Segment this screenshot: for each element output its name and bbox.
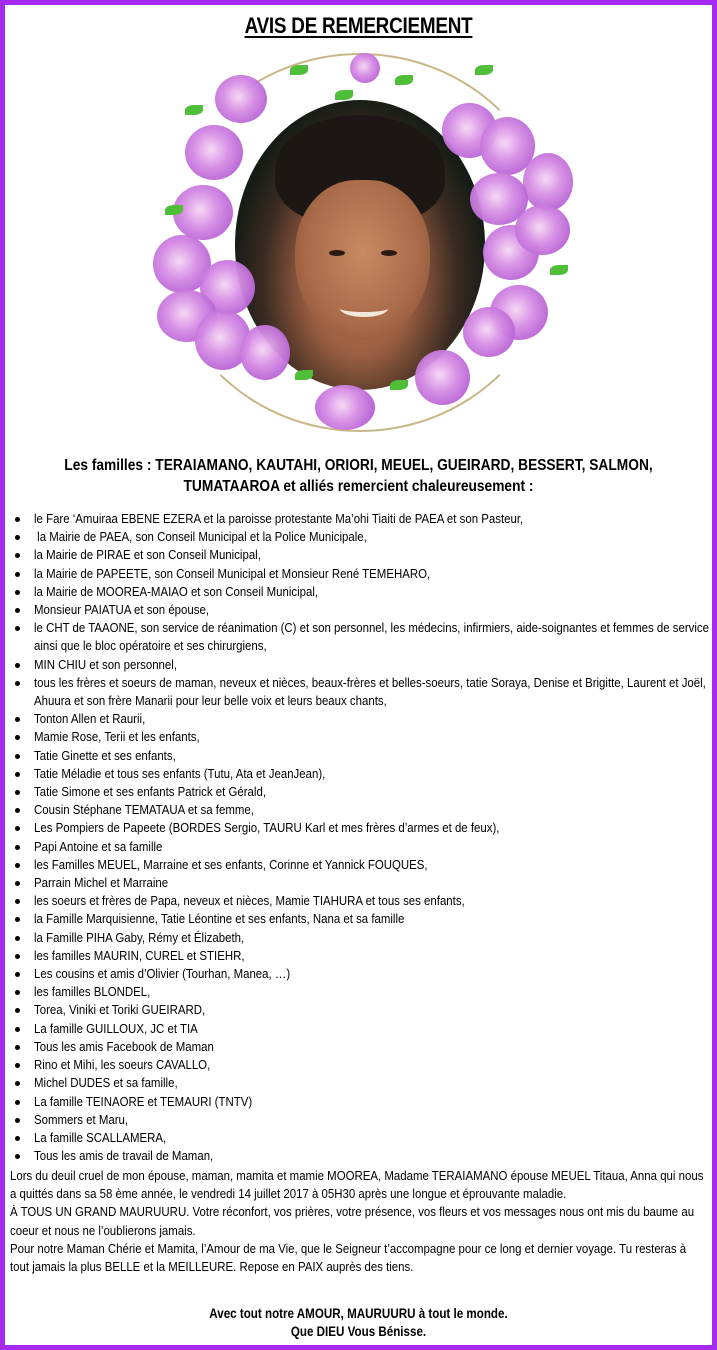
- message-paragraph-death: Lors du deuil cruel de mon épouse, maman, mamita et mamie MOOREA, Madame TERAIAMANO épouse MEUEL Titaua, Anna qui nous a quittés dans sa 58 ème année, le vendredi 14 juillet 2017 à 05H30 après une longue et éprouvante maladie.: [10, 1168, 704, 1202]
- families-line-2: TUMATAAROA et alliés remercient chaleureusement :: [183, 478, 534, 495]
- bullet-icon: [15, 808, 20, 813]
- list-item: Rino et Mihi, les soeurs CAVALLO,: [5, 1056, 712, 1074]
- flower-icon: [185, 125, 243, 180]
- bullet-icon: [15, 735, 20, 740]
- message-body: [10, 1167, 710, 1276]
- bullet-icon: [15, 899, 20, 904]
- page-title: [54, 13, 662, 39]
- leaf-icon: [295, 370, 313, 380]
- list-item: Mamie Rose, Terii et les enfants,: [5, 728, 712, 746]
- bullet-icon: [15, 845, 20, 850]
- list-item: le Fare ‘Amuiraa EBENE EZERA et la paroisse protestante Ma’ohi Tiaiti de PAEA et son Pasteur,: [5, 510, 712, 528]
- list-item: La famille GUILLOUX, JC et TIA: [5, 1020, 712, 1038]
- list-item: la Famille Marquisienne, Tatie Léontine et ses enfants, Nana et sa famille: [5, 910, 712, 928]
- leaf-icon: [165, 205, 183, 215]
- bullet-icon: [15, 1063, 20, 1068]
- bullet-icon: [15, 790, 20, 795]
- portrait-eye: [381, 250, 397, 256]
- bullet-icon: [15, 772, 20, 777]
- list-item: Papi Antoine et sa famille: [5, 838, 712, 856]
- list-item: la Famille PIHA Gaby, Rémy et Élizabeth,: [5, 929, 712, 947]
- bullet-icon: [15, 553, 20, 558]
- bullet-icon: [15, 990, 20, 995]
- flower-icon: [515, 205, 570, 255]
- leaf-icon: [550, 265, 568, 275]
- closing-line-2: Que DIEU Vous Bénisse.: [290, 1324, 427, 1339]
- thanks-list: [5, 510, 712, 1165]
- bullet-icon: [15, 881, 20, 886]
- bullet-icon: [15, 681, 20, 686]
- list-item: Tous les amis de travail de Maman,: [5, 1147, 712, 1165]
- flower-icon: [315, 385, 375, 430]
- list-item: Cousin Stéphane TEMATAUA et sa femme,: [5, 801, 712, 819]
- bullet-icon: [15, 863, 20, 868]
- message-paragraph-farewell: Pour notre Maman Chérie et Mamita, l’Amour de ma Vie, que le Seigneur t’accompagne pour ce long et dernier voyage. Tu resteras à tout jamais la plus BELLE et la MEILLEURE. Repose en PAIX auprès des tiens.: [10, 1240, 687, 1275]
- flower-icon: [215, 75, 267, 123]
- bullet-icon: [15, 1027, 20, 1032]
- list-item: Parrain Michel et Marraine: [5, 874, 712, 892]
- list-item: Tatie Simone et ses enfants Patrick et Gérald,: [5, 783, 712, 801]
- flower-icon: [173, 185, 233, 240]
- portrait-smile: [340, 300, 388, 317]
- list-item: Tous les amis Facebook de Maman: [5, 1038, 712, 1056]
- bullet-icon: [15, 1136, 20, 1141]
- bullet-icon: [15, 572, 20, 577]
- flower-icon: [463, 307, 515, 357]
- flower-icon: [350, 53, 380, 83]
- list-item: Les Pompiers de Papeete (BORDES Sergio, TAURU Karl et mes frères d’armes et de feux),: [5, 819, 712, 837]
- closing-message: [5, 1305, 712, 1341]
- list-item: la Mairie de PAEA, son Conseil Municipal et la Police Municipale,: [5, 528, 712, 546]
- list-item: Monsieur PAIATUA et son épouse,: [5, 601, 712, 619]
- bullet-icon: [15, 535, 20, 540]
- title-text: AVIS DE REMERCIEMENT: [244, 13, 473, 38]
- list-item: Sommers et Maru,: [5, 1111, 712, 1129]
- bullet-icon: [15, 608, 20, 613]
- bullet-icon: [15, 626, 20, 631]
- list-item: Torea, Viniki et Toriki GUEIRARD,: [5, 1001, 712, 1019]
- bullet-icon: [15, 1154, 20, 1159]
- leaf-icon: [335, 90, 353, 100]
- flower-icon: [523, 153, 573, 211]
- bullet-icon: [15, 1100, 20, 1105]
- list-item: La famille TEINAORE et TEMAURI (TNTV): [5, 1093, 712, 1111]
- list-item: la Mairie de MOOREA-MAIAO et son Conseil Municipal,: [5, 583, 712, 601]
- bullet-icon: [15, 1008, 20, 1013]
- bullet-icon: [15, 972, 20, 977]
- memorial-photo-wreath: [145, 45, 575, 440]
- list-item: Tatie Ginette et ses enfants,: [5, 747, 712, 765]
- list-item: tous les frères et soeurs de maman, neveux et nièces, beaux-frères et belles-soeurs, tatie Soraya, Denise et Brigitte, Laurent et Joël, Ahuura et son frère Manarii pour leur belle voix et leurs beaux chants,: [5, 674, 712, 710]
- flower-icon: [415, 350, 470, 405]
- closing-line-1: Avec tout notre AMOUR, MAURUURU à tout le monde.: [209, 1306, 508, 1321]
- bullet-icon: [15, 717, 20, 722]
- bullet-icon: [15, 826, 20, 831]
- list-item: les familles MAURIN, CUREL et STIEHR,: [5, 947, 712, 965]
- list-item: le CHT de TAAONE, son service de réanimation (C) et son personnel, les médecins, infirmiers, aide-soignantes et femmes de service ainsi que le bloc opératoire et ses chirurgiens,: [5, 619, 712, 655]
- bullet-icon: [15, 663, 20, 668]
- leaf-icon: [475, 65, 493, 75]
- leaf-icon: [290, 65, 308, 75]
- bullet-icon: [15, 1081, 20, 1086]
- list-item: les Familles MEUEL, Marraine et ses enfants, Corinne et Yannick FOUQUES,: [5, 856, 712, 874]
- list-item: Michel DUDES et sa famille,: [5, 1074, 712, 1092]
- leaf-icon: [395, 75, 413, 85]
- message-paragraph-thanks: À TOUS UN GRAND MAURUURU. Votre réconfort, vos prières, votre présence, vos fleurs et vos messages nous ont mis du baume au coeur et nous ne l’oublierons jamais.: [10, 1204, 695, 1238]
- families-line-1: Les familles : TERAIAMANO, KAUTAHI, ORIORI, MEUEL, GUEIRARD, BESSERT, SALMON,: [64, 457, 653, 474]
- flower-icon: [240, 325, 290, 380]
- bullet-icon: [15, 936, 20, 941]
- bullet-icon: [15, 590, 20, 595]
- list-item: Les cousins et amis d’Olivier (Tourhan, Manea, …): [5, 965, 712, 983]
- list-item: les soeurs et frères de Papa, neveux et nièces, Mamie TIAHURA et tous ses enfants,: [5, 892, 712, 910]
- leaf-icon: [390, 380, 408, 390]
- bullet-icon: [15, 517, 20, 522]
- bullet-icon: [15, 954, 20, 959]
- leaf-icon: [185, 105, 203, 115]
- families-intro: [5, 455, 712, 497]
- notice-page: [5, 5, 712, 1345]
- list-item: la Mairie de PIRAE et son Conseil Municipal,: [5, 546, 712, 564]
- bullet-icon: [15, 754, 20, 759]
- bullet-icon: [15, 1118, 20, 1123]
- list-item: la Mairie de PAPEETE, son Conseil Municipal et Monsieur René TEMEHARO,: [5, 565, 712, 583]
- list-item: Tatie Méladie et tous ses enfants (Tutu, Ata et JeanJean),: [5, 765, 712, 783]
- portrait-eye: [329, 250, 345, 256]
- bullet-icon: [15, 1045, 20, 1050]
- list-item: les familles BLONDEL,: [5, 983, 712, 1001]
- list-item: MIN CHIU et son personnel,: [5, 656, 712, 674]
- portrait-face: [295, 180, 430, 340]
- bullet-icon: [15, 917, 20, 922]
- list-item: La famille SCALLAMERA,: [5, 1129, 712, 1147]
- list-item: Tonton Allen et Raurii,: [5, 710, 712, 728]
